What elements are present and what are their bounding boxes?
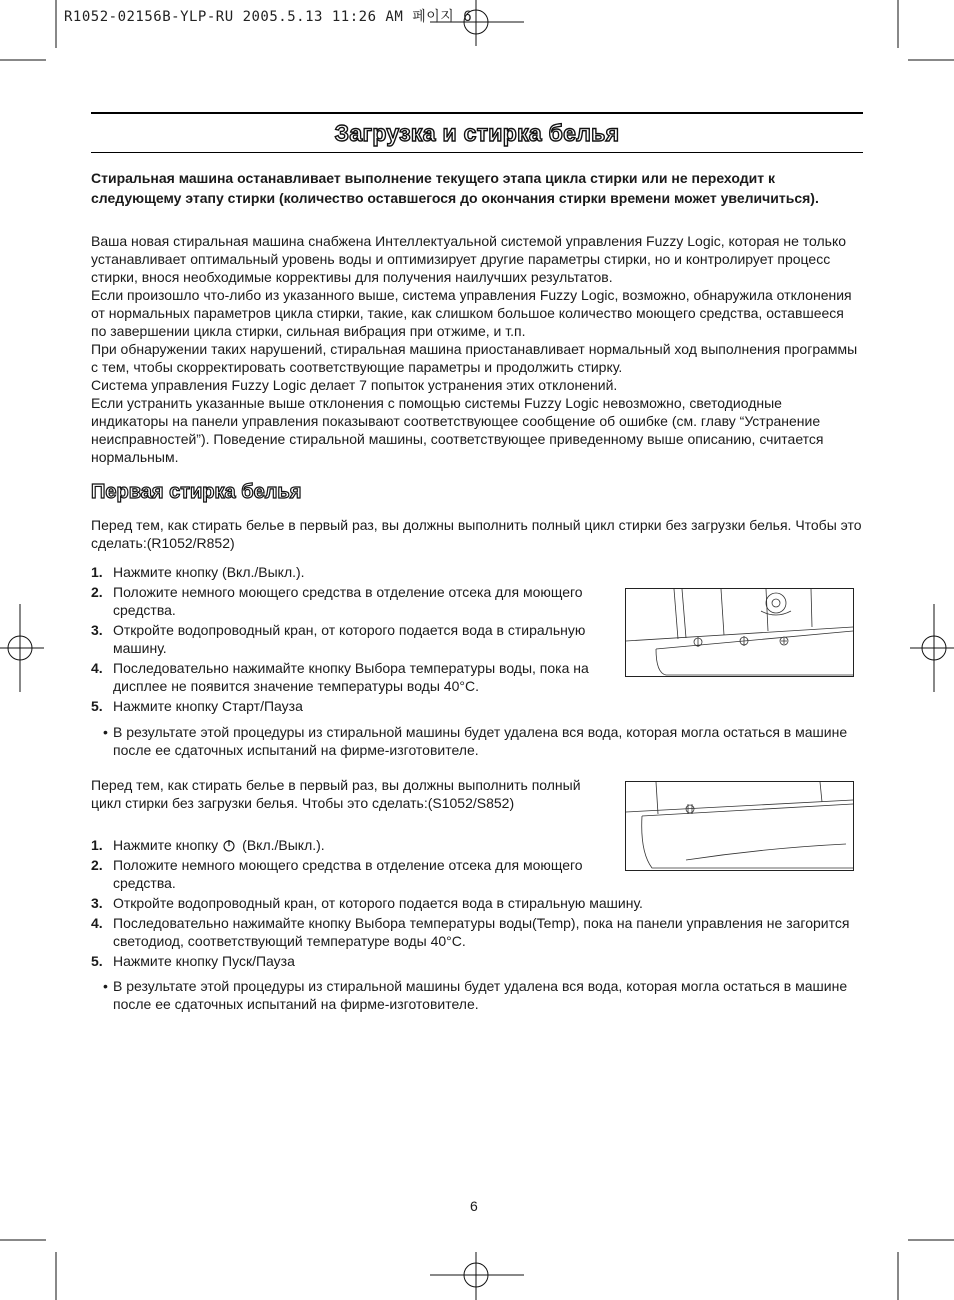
list-item	[91, 563, 596, 581]
intro-paragraph: Если устранить указанные выше отклонения с помощью системы Fuzzy Logic невозможно, светодиодные индикаторы на панели управления показывают соответствующее сообщение об ошибке (см. главу “Устранение неисправностей”). Поведение стиральной машины, соответствующее приведенному выше описанию, считается нормальным.	[91, 395, 824, 465]
step-text: Откройте водопроводный кран, от которого подается вода в стиральную машину.	[113, 895, 643, 911]
step-number: 2.	[91, 584, 103, 600]
step-text: Последовательно нажимайте кнопку Выбора температуры воды, пока на дисплее не появится значение температуры воды 40°C.	[113, 660, 589, 694]
step-text: (Вкл./Выкл.).	[242, 837, 325, 853]
step-text: Откройте водопроводный кран, от которого подается вода в стиральную машину.	[113, 622, 586, 656]
step-text: Последовательно нажимайте кнопку Выбора температуры воды(Temp), пока на панели управления не загорится светодиод, соответствующий температуре воды 40°C.	[113, 915, 850, 949]
bullet-glyph: •	[103, 978, 108, 994]
bullet-glyph: •	[103, 724, 108, 740]
list-item	[91, 836, 851, 854]
r-note-text: В результате этой процедуры из стиральной машины будет удалена вся вода, которая могла остаться в машине после ее сдаточных испытаний на фирме-изготовителе.	[113, 724, 848, 758]
step-text: Нажмите кнопку Пуск/Пауза	[113, 953, 295, 969]
title-bottom-rule	[91, 152, 863, 153]
step-text: Нажмите кнопку	[113, 837, 219, 853]
title-top-rule	[91, 112, 863, 114]
page-title: Загрузка и стирка белья	[334, 120, 620, 146]
r-note	[103, 723, 873, 759]
list-item	[91, 952, 851, 970]
r-intro: Перед тем, как стирать белье в первый раз, вы должны выполнить полный цикл стирки без загрузки белья. Чтобы это сделать:(R1052/R852)	[91, 517, 862, 551]
intro-warning: Стиральная машина останавливает выполнение текущего этапа цикла стирки или не переходит к следующему этапу стирки (количество оставшегося до окончания стирки времени может увеличиться).	[91, 170, 819, 206]
section-title: Первая стирка белья	[91, 481, 302, 503]
step-number: 4.	[91, 660, 103, 676]
intro-paragraph: Если произошло что-либо из указанного выше, система управления Fuzzy Logic, возможно, обнаружила отклонения от нормальных параметров цикла стирки, такие, как слишком большое количество моющего средства, оставшееся по завершении цикла стирки, сильная вибрация при отжиме, и т.п.	[91, 287, 852, 339]
step-text: Нажмите кнопку (Вкл./Выкл.).	[113, 564, 305, 580]
detergent-drawer-r-illustration	[626, 589, 853, 676]
power-icon	[222, 839, 236, 853]
s-note	[103, 977, 873, 1013]
page-number: 6	[470, 1198, 478, 1214]
r-steps	[91, 563, 596, 717]
step-number: 5.	[91, 953, 103, 969]
step-number: 2.	[91, 857, 103, 873]
intro-paragraph: Система управления Fuzzy Logic делает 7 попыток устранения этих отклонений.	[91, 377, 618, 393]
step-text: Положите немного моющего средства в отделение отсека для моющего средства.	[113, 857, 583, 891]
intro-paragraphs	[91, 232, 863, 466]
list-item	[91, 894, 851, 912]
s-note-text: В результате этой процедуры из стиральной машины будет удалена вся вода, которая могла остаться в машине после ее сдаточных испытаний на фирме-изготовителе.	[113, 978, 848, 1012]
step-number: 4.	[91, 915, 103, 931]
step-number: 3.	[91, 895, 103, 911]
step-number: 5.	[91, 698, 103, 714]
list-item	[91, 856, 618, 892]
step-number: 1.	[91, 564, 103, 580]
detergent-drawer-r-figure	[625, 588, 854, 677]
step-text: Нажмите кнопку Старт/Пауза	[113, 698, 303, 714]
intro-paragraph: Ваша новая стиральная машина снабжена Интеллектуальной системой управления Fuzzy Logic, которая не только устанавливает оптимальный уровень воды и оптимизирует другие параметры стирки, но и контролирует процесс стирки, внося необходимые коррективы для получения наилучших результатов.	[91, 233, 847, 285]
list-item	[91, 583, 596, 619]
intro-paragraph: При обнаружении таких нарушений, стиральная машина приостанавливает нормальный ход выполнения программы с тем, чтобы скорректировать соответствующие параметры и продолжить стирку.	[91, 341, 858, 375]
list-item	[91, 697, 596, 715]
step-number: 1.	[91, 837, 103, 853]
step-number: 3.	[91, 622, 103, 638]
list-item	[91, 621, 596, 657]
s-intro: Перед тем, как стирать белье в первый раз, вы должны выполнить полный цикл стирки без загрузки белья. Чтобы это сделать:(S1052/S852)	[91, 777, 581, 811]
print-header: R1052-02156B-YLP-RU 2005.5.13 11:26 AM 페이지 6	[64, 9, 473, 25]
step-text: Положите немного моющего средства в отделение отсека для моющего средства.	[113, 584, 583, 618]
list-item	[91, 914, 851, 950]
list-item	[91, 659, 596, 695]
s-steps	[91, 836, 851, 972]
